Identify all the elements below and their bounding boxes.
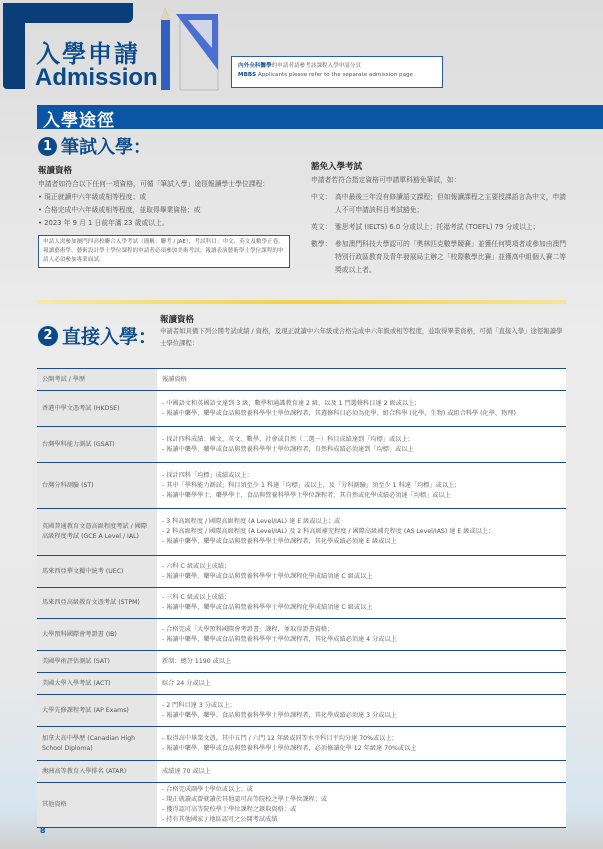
exam-name: 大學預科國際會考證書 (IB) <box>37 619 157 651</box>
exam-name: 英國普通教育文憑高級程度考試 / 國際高級程度考試 (GCE A Level / IAL) <box>37 509 157 556</box>
requirement-line: - 2 科高級程度 / 國際高級程度 (A Level/IAL) 及 2 科高級補充程度 / 國際高級補充程度 (AS Level/IAS) 達 E 級或以上； <box>162 528 495 535</box>
requirement-line: - 採計四科「均標」成績或以上： <box>162 471 253 479</box>
requirement-cell <box>157 695 566 727</box>
exam-name: 澳洲高等教育入學排名 (ATAR) <box>37 761 157 783</box>
exemption-item <box>311 221 567 234</box>
bullet-text: 2023 年 9 月 1 日前年滿 23 歲或以上。 <box>44 219 169 227</box>
exemption-item <box>311 238 567 277</box>
notice-zh-bold: 內外全科醫學 <box>238 63 272 69</box>
direct-eligibility-heading: 報讀資格 <box>160 315 195 325</box>
requirement-line: 新制：總分 1190 或以上 <box>162 657 232 665</box>
table-row <box>37 727 566 761</box>
requirement-cell <box>157 619 566 651</box>
requirement-line: - 其中「學科能力測試」科目須至少 1 科達「均標」或以上，及「分科測驗」須至少 1 科達「均標」或以上； <box>162 481 461 489</box>
requirement-cell <box>157 727 566 761</box>
exam-name: 香港中學文憑考試 (HKDSE) <box>37 391 157 427</box>
requirement-line: 成績達 70 或以上 <box>162 767 211 775</box>
exam-name: 馬來西亞華文獨中統考 (UEC) <box>37 556 157 588</box>
table-row <box>37 783 566 828</box>
direct-admission-intro <box>160 313 565 349</box>
requirement-line: - 報讀中藥學、藥學、食品與營養科學學士學位課程者，其化學成績必須達 3 分或以上 <box>162 711 397 719</box>
exam-name: 台灣分科測驗 (ST) <box>37 463 157 509</box>
jae-note-box: 申請人需參加澳門四高校聯合入學考試（簡稱：聯考 / JAE），考試科目：中文、英文及數學正卷。報讀藝術學、藝術設計學士學位課程的申請者必須參加美術考試；報讀表演藝術學士學位課程的申請人必須參加專業面試。 <box>38 235 290 268</box>
exemption-item <box>311 191 567 217</box>
number-badge: 2 <box>38 326 58 346</box>
requirement-line: - 報讀中藥學、藥學或食品與營養科學學士學位課程者，自然科成績必須達到「均標」或以上 <box>162 445 414 453</box>
exam-exemption <box>311 160 567 277</box>
section1-title-text: 筆試入學： <box>61 137 151 158</box>
requirement-cell <box>157 761 566 783</box>
requirement-line: - 報讀中藥學、藥學或食品與營養科學學士學位課程者，其選修科目必須為化學、組合科學 (化學、生物) 或組合科學 (化學、物理) <box>162 409 516 417</box>
requirement-cell <box>157 391 566 427</box>
requirement-line: - 中國語文和英國語文達到 3 級，數學和通識教育達 2 級，以及 1 門選修科目達 2 級或以上； <box>162 399 421 407</box>
section1-title <box>38 133 151 159</box>
column-header-requirement: 報讀資格 <box>157 369 566 391</box>
pencil-ruler-icon <box>158 8 228 92</box>
requirement-cell <box>157 651 566 673</box>
requirement-line: - 持有其他國家 / 地區認可之公開考試成績 <box>162 816 278 823</box>
requirement-cell <box>157 427 566 463</box>
exam-name: 其他資格 <box>37 783 157 828</box>
table-row <box>37 509 566 556</box>
column-header-exam: 公開考試 / 學歷 <box>37 369 157 391</box>
exam-name: 台灣學科能力測試 (GSAT) <box>37 427 157 463</box>
exam-name: 美國大學入學考試 (ACT) <box>37 673 157 695</box>
table-row <box>37 588 566 619</box>
bullet-item: • 合格完成中六年級或相等程度，並取得畢業資格；或 <box>38 206 201 214</box>
exam-name: 大學先修課程考試 (AP Exams) <box>37 695 157 727</box>
requirement-line: - 2 門科目達 3 分或以上； <box>162 701 236 709</box>
table-row <box>37 391 566 427</box>
exam-name: 馬來西亞高級教育文憑考試 (STPM) <box>37 588 157 619</box>
page-title-en: Admission <box>35 64 158 91</box>
section-divider <box>37 300 566 304</box>
section2-title-text: 直接入學： <box>62 326 158 348</box>
eligibility-intro: 申請者如符合以下任何一項資格，可循「筆試入學」途徑報讀學士學位課程： <box>38 180 270 188</box>
exemption-text: 雅思考試 (IELTS) 6.0 分或以上；托福考試 (TOEFL) 79 分或以上； <box>335 223 540 231</box>
requirement-line: - 取得高中畢業文憑，其中五門 / 六門 12 年級或同等水平科目平均分達 70%或以上； <box>162 734 398 742</box>
exemption-label: 中文： <box>311 193 332 201</box>
page-title-zh: 入學申請 <box>36 40 140 68</box>
notice-zh: 的申請者請參考該課程入學申請分頁 <box>271 63 362 69</box>
requirement-line: - 採計四科成績：國文、英文、數學、社會或自然（二選一）科目成績達到「均標」或以上； <box>162 435 414 443</box>
bullet-text: 現正就讀中六年級或相等程度；或 <box>44 193 147 201</box>
mbbs-notice <box>231 56 443 88</box>
requirement-line: - 報讀中藥學學士、藥學學士、食品與營養科學學士學位課程者，其自然或化學成績必須達「均標」或以上 <box>162 491 451 499</box>
exemption-label: 英文： <box>311 223 332 231</box>
header-corner-bar-vertical <box>3 3 25 89</box>
exemption-intro: 申請者若符合指定資格可申請單科豁免筆試，如： <box>311 176 461 184</box>
exam-name: 加拿大高中學歷 (Canadian High School Diploma) <box>37 727 157 761</box>
section-banner: 入學途徑 <box>37 105 603 129</box>
exemption-text: 高中最後三年沒有修讀語文課程；但如報讀課程之主要授課語言為中文，申請人不可申請該科目考試豁免； <box>335 193 567 214</box>
table-row <box>37 651 566 673</box>
requirement-line: - 報讀中藥學、藥學或食品與營養科學學士學位課程者，其化學成績必須達 4 分或以上 <box>162 635 397 643</box>
table-row <box>37 761 566 783</box>
eligibility-heading: 報讀資格 <box>38 166 73 176</box>
section2-title <box>38 322 157 349</box>
requirement-line: - 報讀中藥學、藥學或食品與營養科學學士學位課程者，必須修讀化學 12 年級達 70%或以上 <box>162 744 417 752</box>
exemption-label: 數學： <box>311 240 332 248</box>
notice-en-bold: MBBS <box>238 72 257 78</box>
requirement-line: - 獲得認可高等院校學士學位課程之錄取資格；或 <box>162 806 297 813</box>
requirement-cell <box>157 783 566 828</box>
requirement-line: - 報讀中藥學、藥學或食品與營養科學學士學位課程化學成績須達 C 級或以上 <box>162 604 373 611</box>
requirement-cell <box>157 509 566 556</box>
requirement-line: - 報讀中藥學、藥學或食品與營養科學學士學位課程者，其化學成績必須達 E 級或以上 <box>162 538 397 545</box>
table-row <box>37 619 566 651</box>
bullet-item: • 2023 年 9 月 1 日前年滿 23 歲或以上。 <box>38 219 169 227</box>
bullet-text: 合格完成中六年級或相等程度，並取得畢業資格；或 <box>44 206 201 214</box>
direct-eligibility-intro: 申請者如具備下列公開考試成績 / 資格，及現正就讀中六年級或合格完成中六年級或相等程度，並取得畢業資格，可循「直接入學」途徑報讀學士學位課程： <box>160 327 563 347</box>
requirement-line: 綜合 24 分或以上 <box>162 679 211 687</box>
table-row <box>37 427 566 463</box>
table-row <box>37 556 566 588</box>
requirement-line: - 合格完成「大學預科國際會考證書」課程，並取得證書資格； <box>162 625 334 633</box>
requirement-cell <box>157 463 566 509</box>
table-row <box>37 695 566 727</box>
requirement-line: - 六科 C 級或以上成績； <box>162 562 231 570</box>
table-row <box>37 673 566 695</box>
notice-en: Applicants please refer to the separate admission page <box>256 72 413 78</box>
number-badge: 1 <box>38 137 57 156</box>
requirement-cell <box>157 673 566 695</box>
exemption-heading: 豁免入學考試 <box>311 162 363 172</box>
requirement-line: - 報讀中藥學、藥學或食品與營養科學學士學位課程化學成績須達 C 級或以上 <box>162 572 373 580</box>
requirement-cell <box>157 588 566 619</box>
exemption-text: 參加澳門科技大學認可的「奧林匹克數學競賽」並獲任何獎項者或參加由澳門特別行政區教育及青年發展局主辦之「校際數學比賽」並獲高中組個人賽二等獎或以上者。 <box>335 240 567 274</box>
requirement-cell <box>157 556 566 588</box>
admission-requirements-table <box>37 368 566 828</box>
requirement-line: - 現正就讀或曾就讀於其他認可高等院校之學士學位課程；或 <box>162 796 328 803</box>
bullet-item: • 現正就讀中六年級或相等程度；或 <box>38 193 147 201</box>
requirement-line: - 三科 C 級或以上成績； <box>162 594 231 601</box>
exam-name: 美國學術評估測試 (SAT) <box>37 651 157 673</box>
page-number: 8 <box>40 826 46 835</box>
requirement-line: - 合格完成副學士學位或以上；或 <box>162 786 253 793</box>
table-header-row <box>37 369 566 391</box>
requirement-line: - 3 科高級程度 / 國際高級程度 (A Level/IAL) 達 E 級或以上；或 <box>162 518 341 525</box>
table-row <box>37 463 566 509</box>
written-exam-eligibility <box>38 164 290 268</box>
